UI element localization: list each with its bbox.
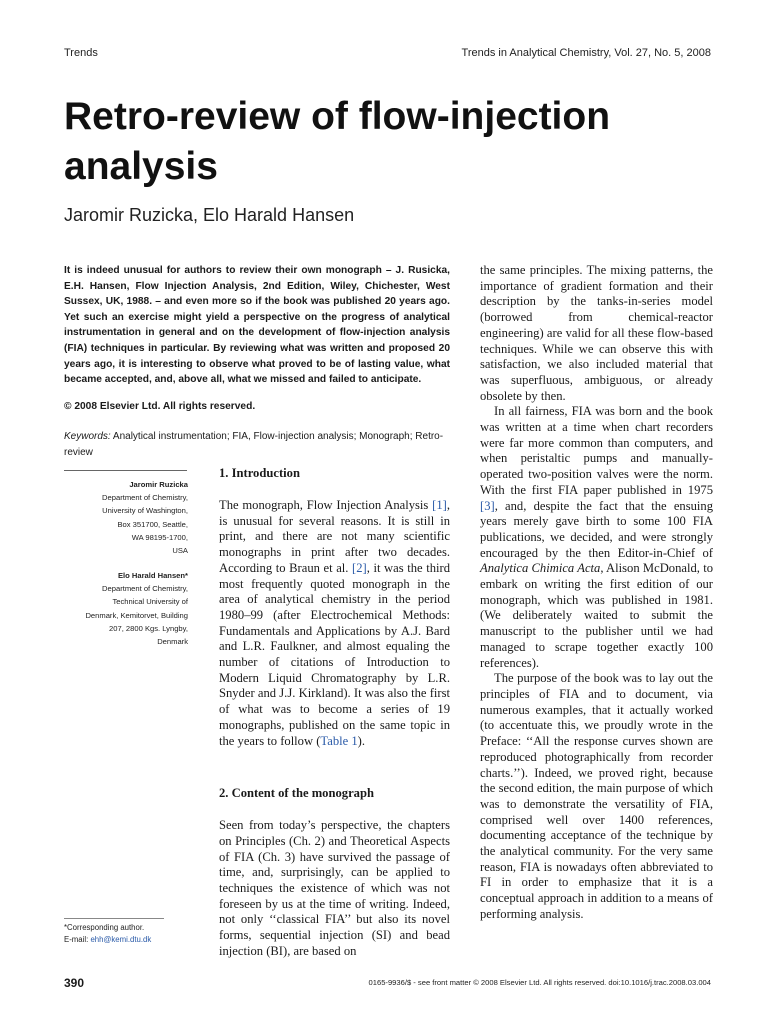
affiliation-line: 207, 2800 Kgs. Lyngby, — [109, 623, 188, 633]
corresponding-author-note: *Corresponding author. — [64, 923, 145, 932]
section-heading-introduction: 1. Introduction — [219, 466, 300, 480]
article-authors: Jaromir Ruzicka, Elo Harald Hansen — [64, 205, 355, 225]
affiliation-line: Denmark — [157, 637, 188, 647]
email-label: E-mail: — [64, 935, 89, 944]
affiliation-hansen — [64, 569, 188, 648]
affiliation-name: Jaromir Ruzicka — [129, 480, 188, 489]
introduction-paragraph — [219, 498, 450, 749]
affiliation-line: University of Washington, — [102, 506, 188, 516]
table-link[interactable]: Table 1 — [320, 733, 358, 748]
affiliation-line: USA — [172, 546, 188, 556]
body-paragraph — [480, 404, 713, 671]
footer-info: 0165-9936/$ - see front matter © 2008 Elsevier Ltd. All rights reserved. doi:10.1016/j.trac.2008.03.004 — [368, 978, 711, 987]
text-run: , Alison McDonald, to embark on writing the first edition of our monograph, which was published in 1981. (We deliberately waited to submit the manuscript to the publisher until we had managed to scrape together exactly 100 references). — [480, 561, 713, 670]
text-run: In all fairness, FIA was born and the book was written at a time when chart recorders were far more common than computers, and when peristaltic pumps and manually-operated two-position valves were the norm. With the first FIA paper published in 1975 — [480, 404, 713, 497]
affiliation-ruzicka — [64, 478, 188, 557]
affiliation-line: Department of Chemistry, — [102, 584, 188, 594]
abstract: It is indeed unusual for authors to review their own monograph – J. Rusicka, E.H. Hansen, Flow Injection Analysis, 2nd Edition, Wiley, Chichester, West Sussex, UK, 1988. – and even more so if the book was published 20 years ago. Yet such an exercise might yield a perspective on the progress of analytical instrumentation in general and on the development of flow-injection analysis (FIA) techniques in particular. By reviewing what was written and proposed 20 years ago, it is interesting to observe what proved to be of lasting value, what became accepted, and, above all, what we missed and failed to anticipate. — [64, 265, 450, 386]
keywords — [64, 429, 450, 460]
body-paragraph: The purpose of the book was to lay out the principles of FIA and to document, via numerous examples, that it actually worked (to accentuate this, we proudly wrote in the Preface: ‘‘All the response curves shown are reproduced photographically from recorder charts.’’). Indeed, we proved right, because the second edition, the main purpose of which was to demonstrate the versatility of FIA, comprised well over 1400 references, documenting acceptance of the technique by the analytical community. For the very same reason, FIA is nowadays often abbreviated to FI in order to emphasize that it is a conceptual approach in addition to a means of performing analysis. — [480, 671, 713, 921]
text-run: , and, despite the fact that the ensuing years merely gave birth to some 100 FIA publications, we decided, and were strongly encouraged by the then Editor-in-Chief of — [480, 498, 713, 560]
running-header-right: Trends in Analytical Chemistry, Vol. 27, No. 5, 2008 — [461, 47, 711, 59]
section-heading-content: 2. Content of the monograph — [219, 786, 374, 801]
footnote-divider — [64, 918, 164, 919]
email-link[interactable]: ehh@kemi.dtu.dk — [90, 935, 152, 944]
text-run: ). — [357, 733, 365, 748]
affiliation-line: WA 98195-1700, — [131, 532, 188, 542]
affiliation-line: Denmark, Kemitorvet, Building — [85, 610, 188, 620]
affiliation-name: Elo Harald Hansen* — [117, 571, 188, 580]
content-paragraph: Seen from today’s perspective, the chapters on Principles (Ch. 2) and Theoretical Aspects of FIA (Ch. 3) have survived the passage of time, and, surprisingly, can be applied to techniques the existence of which was not foreseen by us at the time of writing. Indeed, not only ‘‘classical FIA’’ but also its novel forms, sequential injection (SI) and bead injection (BI), are based on — [219, 818, 450, 958]
email-line — [64, 934, 224, 946]
body-paragraph: the same principles. The mixing patterns, the importance of gradient formation and their description by the tanks-in-series model (borrowed from chemical-reactor engineering) are valid for all these flow-based techniques. While we can observe this with satisfaction, we also included material that was superfluous, ambiguous, or already obsolete by then. — [480, 263, 713, 403]
citation-link[interactable]: [3] — [480, 498, 495, 513]
citation-link[interactable]: [2] — [352, 560, 367, 575]
article-title: Retro-review of flow-injection analysis — [64, 95, 611, 188]
keywords-text: Analytical instrumentation; FIA, Flow-injection analysis; Monograph; Retro-review — [64, 431, 444, 458]
affiliation-line: Department of Chemistry, — [102, 493, 188, 503]
running-header-left: Trends — [64, 47, 98, 59]
text-run: , it was the third most frequently quoted monograph in the area of analytical chemistry in the period 1980–99 (after Electrochemical Methods: Fundamentals and Applications by A.J. Bard and L.R. Faulkner, and almost equaling the number of citations of Introduction to Modern Liquid Chromatography by L.R. Snyder and J.J. Kirkland). It was also the first of what was to become a series of 19 monographs, published on the same topic in the years to follow ( — [219, 560, 450, 748]
affiliation-divider — [64, 470, 187, 471]
journal-name: Analytica Chimica Acta — [480, 561, 601, 576]
footnote — [64, 922, 224, 946]
body-column-right — [480, 263, 713, 923]
page-number: 390 — [64, 976, 85, 990]
text-run: The monograph, Flow Injection Analysis — [219, 498, 429, 512]
citation-link[interactable]: [1] — [432, 498, 447, 512]
affiliation-line: Box 351700, Seattle, — [117, 519, 188, 529]
affiliation-line: Technical University of — [112, 597, 188, 607]
text-run: , is unusual for several reasons. It is still in print, and there are not many scientific monographs in print after two decades. According to Braun et al. — [219, 498, 450, 575]
keywords-label: Keywords: — [64, 431, 111, 442]
copyright-notice: © 2008 Elsevier Ltd. All rights reserved. — [64, 401, 256, 412]
body-column-middle — [219, 466, 450, 960]
